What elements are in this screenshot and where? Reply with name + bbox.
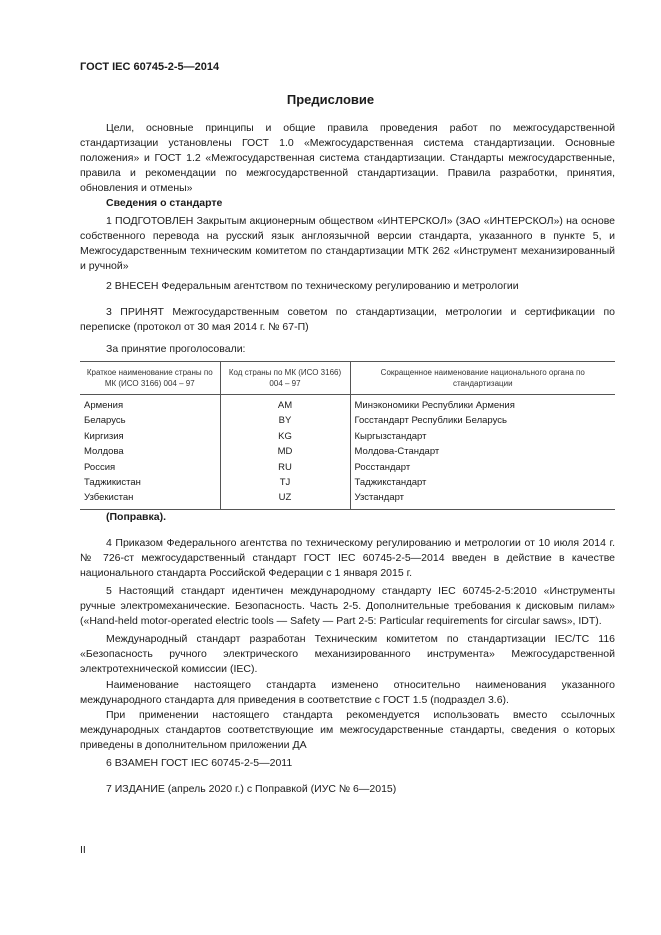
votes-header-row — [80, 362, 615, 395]
standards-body: Узстандарт — [350, 490, 615, 509]
table-row — [80, 413, 615, 428]
standards-body: Госстандарт Республики Беларусь — [354, 415, 507, 427]
country-code: TJ — [220, 475, 350, 490]
standards-body: Минэкономики Республики Армения — [354, 400, 515, 411]
item-5-name-change: Наименование настоящего стандарта изменено относительно наименования указанного международного стандарта для приведения в соответствие с ГОСТ 1.5 (подраздел 3.6). — [80, 679, 615, 706]
about-standard-heading: Сведения о стандарте — [106, 197, 223, 209]
item-1-prepared: 1 ПОДГОТОВЛЕН Закрытым акционерным обществом «ИНТЕРСКОЛ» (ЗАО «ИНТЕРСКОЛ») на основе собственного перевода на русский язык англоязычной версии стандарта, указанного в пункте 5, и Межгосударственным техническим комитетом по стандартизации МТК 262 «Инструмент механизированный и ручной» — [80, 215, 615, 272]
votes-caption: За принятие проголосовали: — [106, 343, 246, 355]
country-name: Киргизия — [80, 429, 220, 444]
table-row — [80, 460, 615, 475]
document-code: ГОСТ IEC 60745-2-5—2014 — [80, 61, 220, 73]
country-code: UZ — [220, 490, 350, 509]
table-row — [80, 444, 615, 459]
item-6-replaces: 6 ВЗАМЕН ГОСТ IEC 60745-2-5—2011 — [106, 757, 293, 769]
amendment-note: (Поправка). — [106, 511, 167, 523]
standards-body: Молдова-Стандарт — [354, 446, 440, 458]
table-row — [80, 490, 615, 509]
country-name: Беларусь — [80, 413, 220, 428]
item-5-references: При применении настоящего стандарта рекомендуется использовать вместо ссылочных международных стандартов соответствующие им межгосударственные стандарты, сведения о которых приведены в дополнительном приложении ДА — [80, 709, 615, 751]
country-name: Россия — [80, 460, 220, 475]
country-code: RU — [220, 460, 350, 475]
standards-body: Росстандарт — [354, 461, 411, 473]
item-2-introduced: 2 ВНЕСЕН Федеральным агентством по техническому регулированию и метрологии — [106, 280, 519, 292]
item-7-edition: 7 ИЗДАНИЕ (апрель 2020 г.) с Поправкой (ИУС № 6—2015) — [106, 783, 397, 795]
item-5-developer: Международный стандарт разработан Техническим комитетом по стандартизации IEC/TC 116 «Безопасность ручного электрического механизированного инструмента» Межгосударственной электротехнической комиссии (IEC). — [80, 633, 615, 675]
country-code: KG — [220, 429, 350, 444]
intro-paragraph: Цели, основные принципы и общие правила проведения работ по межгосударственной стандартизации установлены ГОСТ 1.0 «Межгосударственная система стандартизации. Основные положения» и ГОСТ 1.2 «Межгосударственная система стандартизации. Стандарты межгосударственные, правила и рекомендации по межгосударственной стандартизации. Правила разработки, принятия, обновления и отмены» — [80, 122, 615, 194]
country-name: Армения — [80, 395, 220, 414]
header-body: Сокращенное наименование национального органа по стандартизации — [350, 362, 615, 395]
header-code: Код страны по МК (ИСО 3166) 004 – 97 — [220, 362, 350, 395]
country-name: Узбекистан — [80, 490, 220, 509]
header-country: Краткое наименование страны по МК (ИСО 3166) 004 – 97 — [80, 362, 220, 395]
country-name: Таджикистан — [80, 475, 220, 490]
table-row — [80, 395, 615, 414]
item-4-order: 4 Приказом Федерального агентства по техническому регулированию и метрологии от 10 июля 2014 г. № 726-ст межгосударственный стандарт ГОСТ IEC 60745-2-5—2014 введен в действие в качестве национального стандарта Российской Федерации с 1 января 2015 г. — [80, 537, 615, 579]
standards-body: Кыргызстандарт — [354, 430, 427, 442]
item-3-adopted: 3 ПРИНЯТ Межгосударственным советом по стандартизации, метрологии и сертификации по переписке (протокол от 30 мая 2014 г. № 67-П) — [80, 306, 615, 333]
page-number: II — [80, 844, 86, 856]
page-title: Предисловие — [286, 92, 375, 107]
table-row — [80, 475, 615, 490]
item-5-identical: 5 Настоящий стандарт идентичен международному стандарту IEC 60745-2-5:2010 «Инструменты ручные электромеханические. Безопасность. Часть 2-5. Дополнительные требования к дисковым пилам» («Hand-held motor-operated electric tools — Safety — Part 2-5: Particular requirements for circular saws», IDT). — [80, 585, 615, 627]
standards-body: Таджикстандарт — [354, 477, 427, 489]
votes-table — [80, 361, 615, 510]
country-name: Молдова — [80, 444, 220, 459]
table-row — [80, 429, 615, 444]
country-code: BY — [220, 413, 350, 428]
country-code: AM — [220, 395, 350, 414]
country-code: MD — [220, 444, 350, 459]
